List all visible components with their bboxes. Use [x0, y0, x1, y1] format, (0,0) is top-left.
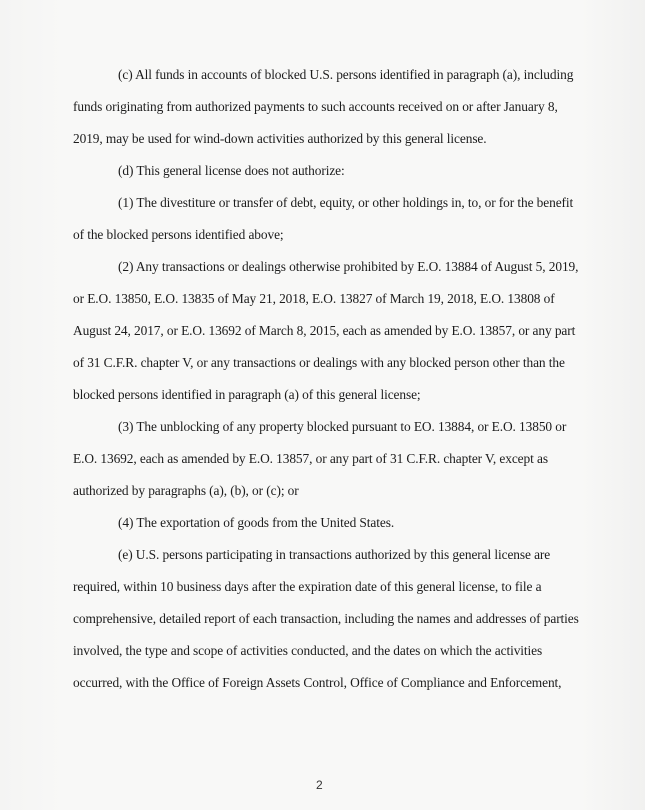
item-2-line-4: of 31 C.F.R. chapter V, or any transactions or dealings with any blocked person other than the	[73, 355, 565, 370]
item-4-line-1: (4) The exportation of goods from the United States.	[118, 515, 395, 530]
paragraph-c-line-2: funds originating from authorized payments to such accounts received on or after January 8,	[73, 99, 558, 114]
paragraph-c-line-3: 2019, may be used for wind-down activities authorized by this general license.	[73, 131, 487, 146]
item-2-line-3: August 24, 2017, or E.O. 13692 of March 8, 2015, each as amended by E.O. 13857, or any part	[73, 323, 576, 338]
item-2-line-2: or E.O. 13850, E.O. 13835 of May 21, 2018, E.O. 13827 of March 19, 2018, E.O. 13808 of	[73, 291, 555, 306]
paragraph-c-line-1: (c) All funds in accounts of blocked U.S. persons identified in paragraph (a), including	[118, 67, 574, 82]
item-2-line-5: blocked persons identified in paragraph (a) of this general license;	[73, 387, 421, 402]
item-3-line-3: authorized by paragraphs (a), (b), or (c); or	[73, 483, 299, 498]
page-number: 2	[316, 778, 323, 792]
paragraph-e-line-4: involved, the type and scope of activities conducted, and the dates on which the activities	[73, 643, 543, 658]
paragraph-e-line-2: required, within 10 business days after the expiration date of this general license, to file a	[73, 579, 542, 594]
item-3-line-2: E.O. 13692, each as amended by E.O. 13857, or any part of 31 C.F.R. chapter V, except as	[73, 451, 548, 466]
paragraph-e-line-5: occurred, with the Office of Foreign Assets Control, Office of Compliance and Enforcement,	[73, 675, 562, 690]
item-1-line-1: (1) The divestiture or transfer of debt, equity, or other holdings in, to, or for the benefit	[118, 195, 574, 210]
item-2-line-1: (2) Any transactions or dealings otherwise prohibited by E.O. 13884 of August 5, 2019,	[118, 259, 579, 274]
item-3-line-1: (3) The unblocking of any property blocked pursuant to EO. 13884, or E.O. 13850 or	[118, 419, 567, 434]
item-1-line-2: of the blocked persons identified above;	[73, 227, 284, 242]
paragraph-e-line-3: comprehensive, detailed report of each transaction, including the names and addresses of parties	[73, 611, 579, 626]
paragraph-d-heading: (d) This general license does not authorize:	[118, 163, 345, 178]
paragraph-e-line-1: (e) U.S. persons participating in transactions authorized by this general license are	[118, 547, 551, 562]
